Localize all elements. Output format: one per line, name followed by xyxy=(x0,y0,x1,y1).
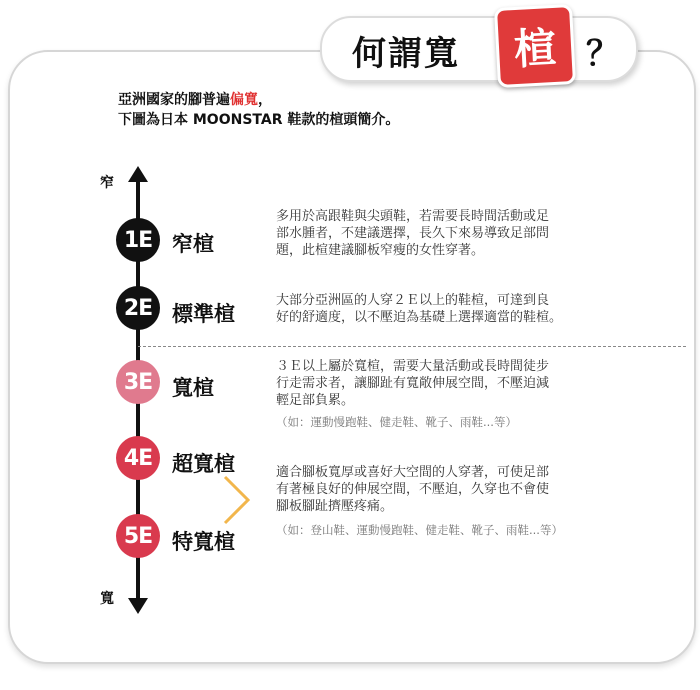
desc-3e-line: 行走需求者，讓腳趾有寬敞伸展空間，不壓迫減 xyxy=(276,376,550,391)
width-badge-5e: 5E xyxy=(116,514,160,558)
width-name-5e: 特寬楦 xyxy=(172,530,235,554)
desc-3e-line: ３Ｅ以上屬於寬楦，需要大量活動或長時間徒步 xyxy=(276,359,550,374)
width-name-1e: 窄楦 xyxy=(172,232,214,256)
group-chevron-icon xyxy=(222,474,252,526)
desc-1e xyxy=(276,208,606,259)
desc-4e-5e-line: 腳板腳趾擠壓疼痛。 xyxy=(276,499,394,514)
width-badge-1e: 1E xyxy=(116,218,160,262)
desc-3e xyxy=(276,358,606,409)
desc-1e-line: 題，此楦建議腳板窄瘦的女性穿著。 xyxy=(276,243,485,258)
width-badge-4e: 4E xyxy=(116,436,160,480)
intro-highlight: 偏寬 xyxy=(230,92,258,108)
width-name-2e: 標準楦 xyxy=(172,302,235,326)
desc-2e xyxy=(276,292,606,326)
title-badge xyxy=(494,4,576,88)
axis-arrow-down-icon xyxy=(128,598,148,614)
intro-line-1-prefix: 亞洲國家的腳普遍 xyxy=(118,92,230,108)
divider-line xyxy=(138,346,686,347)
width-badge-3e: 3E xyxy=(116,360,160,404)
intro-line-1-suffix: ， xyxy=(258,92,272,108)
title-badge-text: 楦 xyxy=(512,22,558,75)
desc-4e-5e-note: （如：登山鞋、運動慢跑鞋、健走鞋、靴子、雨鞋...等） xyxy=(276,523,563,537)
intro-line-2: 下圖為日本 MOONSTAR 鞋款的楦頭簡介。 xyxy=(118,112,400,128)
desc-4e-5e-line: 適合腳板寬厚或喜好大空間的人穿著，可使足部 xyxy=(276,465,550,480)
desc-4e-5e xyxy=(276,464,606,515)
desc-2e-line: 大部分亞洲區的人穿２Ｅ以上的鞋楦，可達到良 xyxy=(276,293,550,308)
desc-3e-line: 輕足部負累。 xyxy=(276,393,355,408)
desc-4e-5e-line: 有著極良好的伸展空間，不壓迫，久穿也不會使 xyxy=(276,482,550,497)
title-main: 何謂寬 xyxy=(352,34,460,74)
desc-2e-line: 好的舒適度，以不壓迫為基礎上選擇適當的鞋楦。 xyxy=(276,310,563,325)
intro-line-1 xyxy=(118,90,399,110)
axis-bottom-label: 寬 xyxy=(100,591,114,607)
info-card xyxy=(8,50,696,664)
intro-text xyxy=(118,90,399,130)
width-name-3e: 寬楦 xyxy=(172,376,214,400)
desc-1e-line: 多用於高跟鞋與尖頭鞋，若需要長時間活動或足 xyxy=(276,209,550,224)
width-name-4e: 超寬楦 xyxy=(172,452,235,476)
width-badge-2e: 2E xyxy=(116,286,160,330)
desc-3e-note: （如：運動慢跑鞋、健走鞋、靴子、雨鞋...等） xyxy=(276,415,517,429)
desc-1e-line: 部水腫者，不建議選擇，長久下來易導致足部問 xyxy=(276,226,550,241)
title-question-mark: ？ xyxy=(586,34,622,74)
axis-top-label: 窄 xyxy=(100,175,114,191)
